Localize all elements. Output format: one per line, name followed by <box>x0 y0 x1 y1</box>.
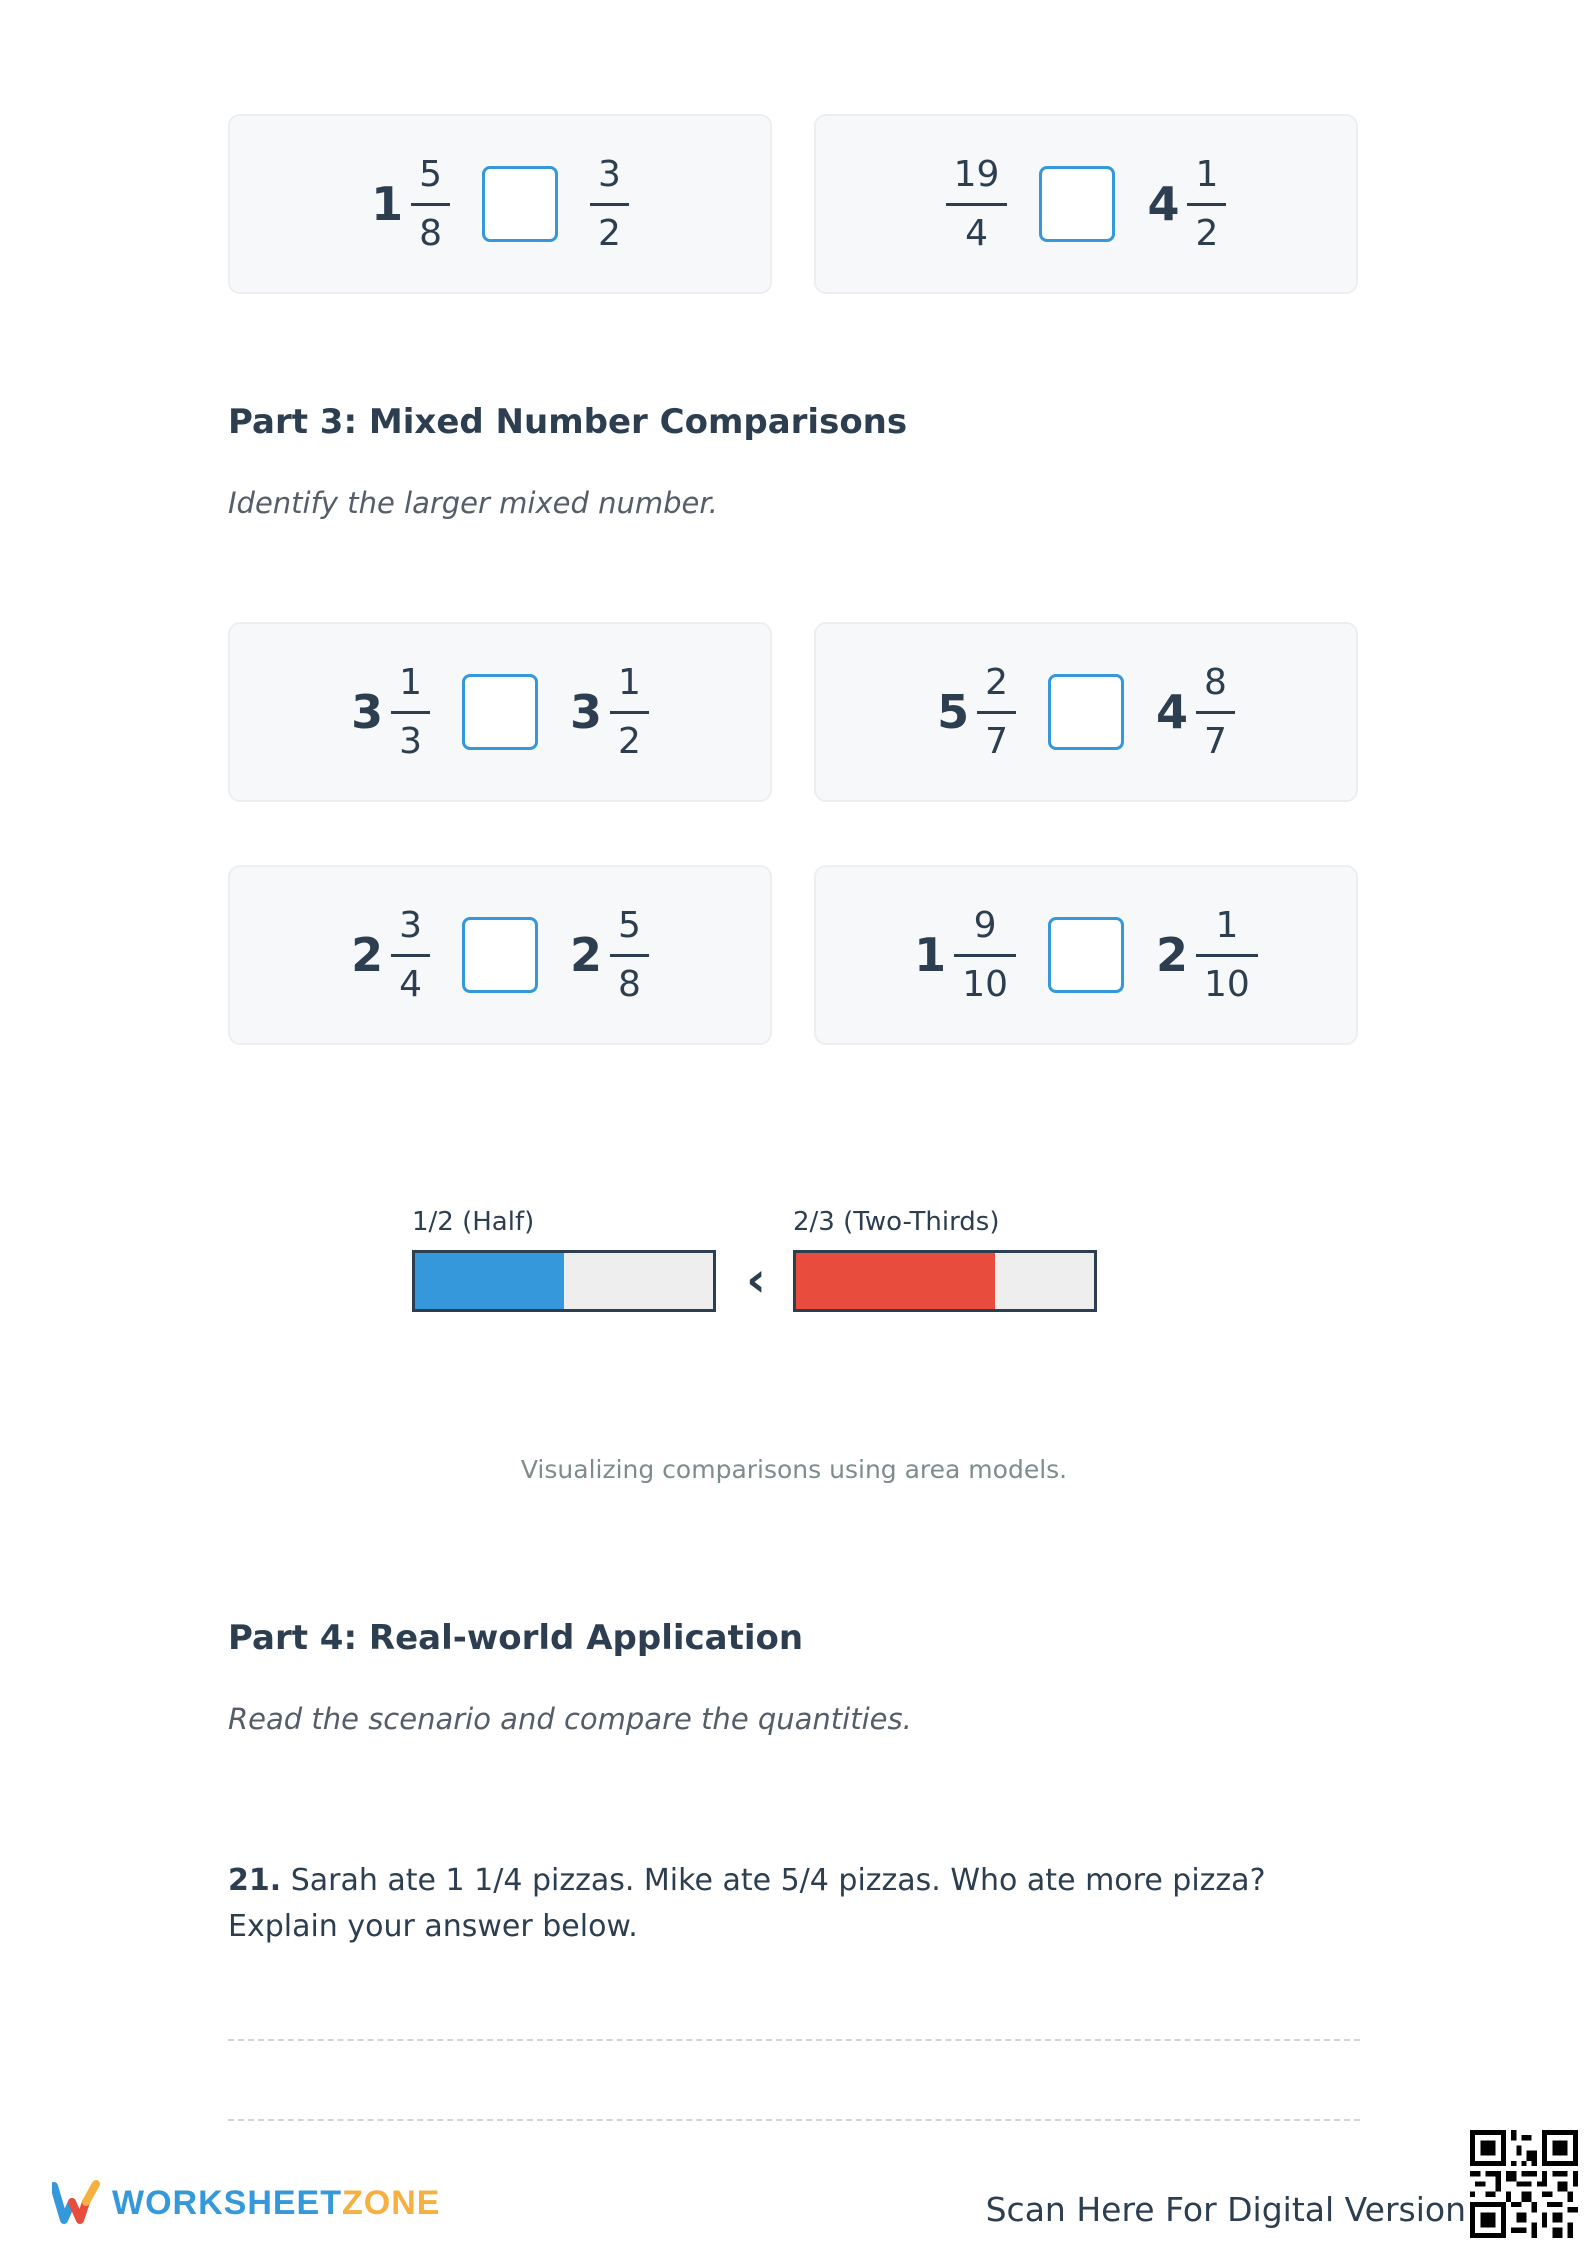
left-number <box>351 904 430 1005</box>
brand-part-2: ZONE <box>342 2183 441 2222</box>
fraction <box>977 661 1016 762</box>
denominator: 4 <box>965 212 988 254</box>
whole-part: 2 <box>1156 928 1189 982</box>
whole-part: 1 <box>371 177 404 231</box>
fraction <box>1196 661 1235 762</box>
comparison-card <box>814 114 1358 294</box>
whole-part: 4 <box>1147 177 1180 231</box>
denominator: 2 <box>618 720 641 762</box>
whole-part: 2 <box>351 928 384 982</box>
answer-line[interactable] <box>228 2119 1360 2121</box>
comparison-expression <box>230 116 770 292</box>
numerator: 5 <box>618 904 641 946</box>
scan-prompt: Scan Here For Digital Version <box>985 2190 1466 2229</box>
denominator: 7 <box>985 720 1008 762</box>
worksheetzone-logo <box>52 2180 440 2226</box>
right-bar-label: 2/3 (Two-Thirds) <box>793 1207 1000 1237</box>
denominator: 8 <box>419 212 442 254</box>
question-21 <box>228 1858 1358 1950</box>
right-number <box>1147 153 1226 254</box>
right-area-bar <box>793 1250 1097 1312</box>
comparison-card <box>228 622 772 802</box>
fraction <box>946 153 1008 254</box>
answer-box[interactable] <box>1039 166 1115 242</box>
whole-part: 3 <box>351 685 384 739</box>
left-number <box>351 661 430 762</box>
whole-part: 3 <box>570 685 603 739</box>
right-number <box>570 904 649 1005</box>
denominator: 2 <box>598 212 621 254</box>
comparison-expression <box>230 624 770 800</box>
left-number <box>946 153 1008 254</box>
w-logo-icon <box>52 2180 100 2226</box>
answer-box[interactable] <box>462 917 538 993</box>
numerator: 1 <box>618 661 641 703</box>
comparison-symbol: ‹ <box>746 1252 766 1308</box>
fraction <box>610 661 649 762</box>
fraction <box>1187 153 1226 254</box>
left-number <box>914 904 1016 1005</box>
denominator: 8 <box>618 963 641 1005</box>
logo-text <box>112 2184 440 2223</box>
fraction <box>1196 904 1258 1005</box>
right-number <box>1156 661 1235 762</box>
question-number: 21. <box>228 1863 282 1898</box>
comparison-expression <box>816 116 1356 292</box>
denominator: 7 <box>1204 720 1227 762</box>
question-text: Sarah ate 1 1/4 pizzas. Mike ate 5/4 pizzas. Who ate more pizza? Explain your answer below. <box>228 1863 1266 1944</box>
fraction <box>610 904 649 1005</box>
comparison-card <box>228 114 772 294</box>
numerator: 1 <box>1195 153 1219 195</box>
right-number <box>1156 904 1258 1005</box>
figure-caption: Visualizing comparisons using area models. <box>520 1455 1068 1484</box>
comparison-card <box>228 865 772 1045</box>
left-number <box>937 661 1016 762</box>
brand-part-1: WORKSHEET <box>112 2183 342 2222</box>
right-number <box>570 661 649 762</box>
answer-box[interactable] <box>1048 917 1124 993</box>
denominator: 10 <box>962 963 1008 1005</box>
comparison-card <box>814 622 1358 802</box>
whole-part: 2 <box>570 928 603 982</box>
answer-box[interactable] <box>1048 674 1124 750</box>
numerator: 3 <box>399 904 422 946</box>
numerator: 19 <box>953 153 1000 195</box>
section-title: Part 4: Real-world Application <box>228 1618 804 1658</box>
denominator: 2 <box>1195 212 1219 254</box>
section-title: Part 3: Mixed Number Comparisons <box>228 402 908 442</box>
whole-part: 4 <box>1156 685 1189 739</box>
numerator: 8 <box>1204 661 1227 703</box>
right-number <box>590 153 629 254</box>
section-instruction: Read the scenario and compare the quantities. <box>228 1702 912 1736</box>
numerator: 5 <box>419 153 442 195</box>
numerator: 1 <box>399 661 422 703</box>
fraction <box>391 904 430 1005</box>
answer-box[interactable] <box>462 674 538 750</box>
denominator: 10 <box>1204 963 1250 1005</box>
left-number <box>371 153 450 254</box>
answer-box[interactable] <box>482 166 558 242</box>
section-instruction: Identify the larger mixed number. <box>228 486 718 520</box>
whole-part: 1 <box>914 928 947 982</box>
left-area-fill <box>415 1253 564 1309</box>
fraction <box>590 153 629 254</box>
fraction <box>411 153 450 254</box>
fraction <box>954 904 1016 1005</box>
comparison-expression <box>816 867 1356 1043</box>
numerator: 1 <box>1215 904 1239 946</box>
qr-code-icon[interactable] <box>1470 2130 1578 2238</box>
answer-line[interactable] <box>228 2039 1360 2041</box>
whole-part: 5 <box>937 685 970 739</box>
comparison-expression <box>230 867 770 1043</box>
comparison-card <box>814 865 1358 1045</box>
right-area-fill <box>796 1253 995 1309</box>
numerator: 3 <box>598 153 621 195</box>
denominator: 3 <box>399 720 422 762</box>
fraction <box>391 661 430 762</box>
numerator: 9 <box>973 904 997 946</box>
denominator: 4 <box>399 963 422 1005</box>
comparison-expression <box>816 624 1356 800</box>
left-bar-label: 1/2 (Half) <box>412 1207 535 1237</box>
left-area-bar <box>412 1250 716 1312</box>
numerator: 2 <box>985 661 1008 703</box>
